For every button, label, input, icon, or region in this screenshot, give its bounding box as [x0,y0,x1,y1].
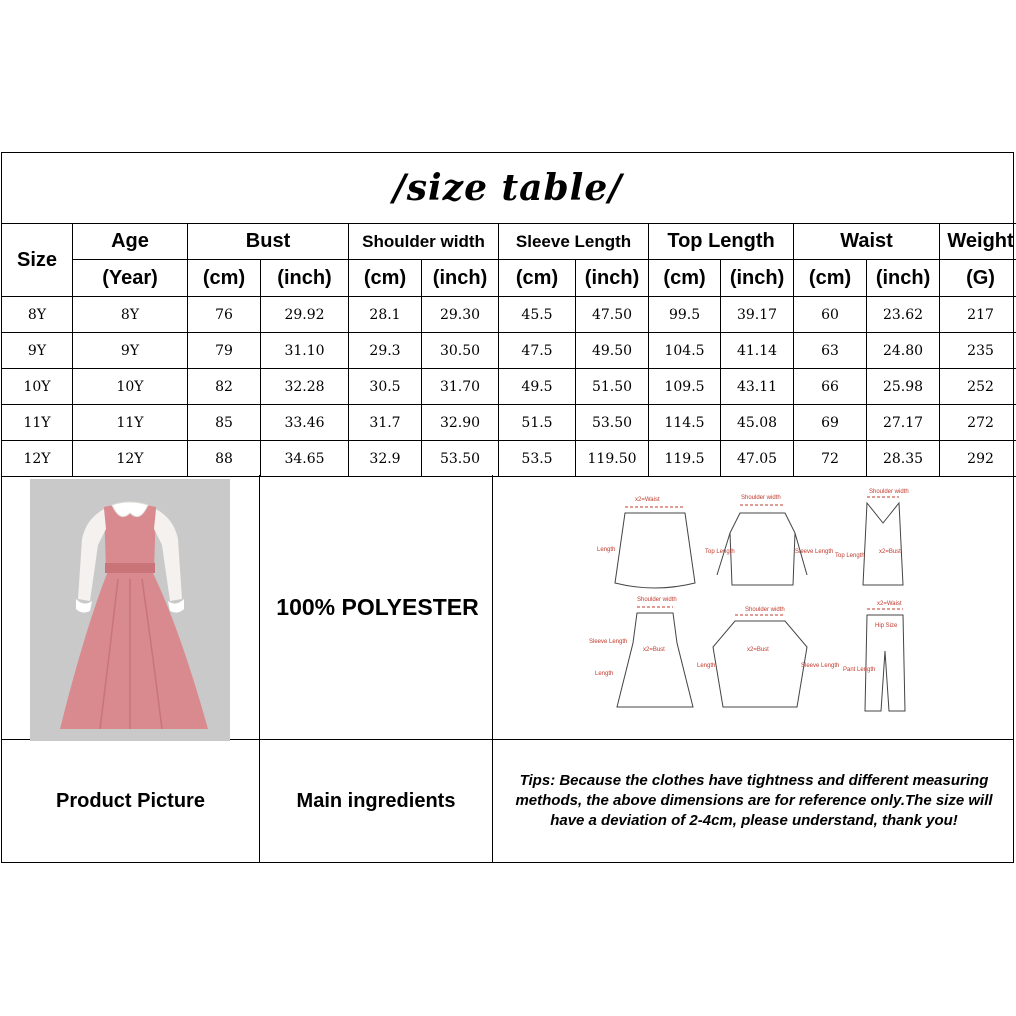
table-cell: 272 [940,405,1016,441]
table-row [2,369,1016,405]
table-cell: 79 [188,333,261,369]
table-cell: 32.9 [349,441,422,477]
table-cell: 47.05 [721,441,794,477]
table-cell: 47.5 [499,333,576,369]
table-cell: 49.50 [576,333,649,369]
material-label: 100% POLYESTER [276,593,479,620]
diagram-label-shoulder: Shoulder width [741,495,781,501]
unit-grams: (G) [940,260,1016,297]
tips-text: Tips: Because the clothes have tightness and different measuring methods, the above dimensions are for reference only.The size will have a deviation of 2-4cm, please understand, thank you! [515,772,993,829]
table-cell: 23.62 [867,297,940,333]
table-cell: 292 [940,441,1016,477]
diagram-label-waist: x2=Waist [877,601,902,607]
table-cell: 43.11 [721,369,794,405]
product-picture-label: Product Picture [56,789,205,812]
table-cell: 12Y [2,441,73,477]
table-cell: 51.5 [499,405,576,441]
table-cell: 99.5 [649,297,721,333]
header-top-length: Top Length [649,224,794,260]
header-bust: Bust [188,224,349,260]
table-cell: 34.65 [261,441,349,477]
table-cell: 29.3 [349,333,422,369]
table-cell: 9Y [2,333,73,369]
table-cell: 12Y [73,441,188,477]
table-cell: 31.7 [349,405,422,441]
table-row [2,333,1016,369]
table-cell: 45.08 [721,405,794,441]
diagram-label-shoulder: Shoulder width [637,597,677,603]
header-shoulder-width: Shoulder width [349,224,499,260]
table-cell: 39.17 [721,297,794,333]
table-row [2,297,1016,333]
table-cell: 8Y [73,297,188,333]
table-cell: 53.5 [499,441,576,477]
header-sleeve-length: Sleeve Length [499,224,649,260]
table-cell: 76 [188,297,261,333]
header-waist: Waist [794,224,940,260]
table-cell: 10Y [73,369,188,405]
unit-inch: (inch) [261,260,349,297]
diagram-label-shoulder: Shoulder width [869,489,909,495]
table-cell: 88 [188,441,261,477]
table-cell: 32.90 [422,405,499,441]
main-ingredients-label: Main ingredients [296,789,456,812]
unit-inch: (inch) [422,260,499,297]
table-cell: 27.17 [867,405,940,441]
table-cell: 11Y [2,405,73,441]
unit-cm: (cm) [499,260,576,297]
table-cell: 119.50 [576,441,649,477]
size-chart-sheet [1,152,1014,863]
table-cell: 66 [794,369,867,405]
table-cell: 33.46 [261,405,349,441]
table-cell: 85 [188,405,261,441]
table-cell: 24.80 [867,333,940,369]
diagram-label-sleeve-length: Sleeve Length [801,663,840,669]
table-cell: 217 [940,297,1016,333]
table-cell: 31.10 [261,333,349,369]
diagram-label-sleeve-length: Sleeve Length [589,639,628,645]
diagram-label-pant-length: Pant Length [843,667,876,673]
table-cell: 41.14 [721,333,794,369]
table-cell: 109.5 [649,369,721,405]
table-cell: 49.5 [499,369,576,405]
diagram-label-length: Length [595,671,614,677]
table-row [2,441,1016,477]
table-cell: 72 [794,441,867,477]
product-photo [30,479,230,741]
table-cell: 114.5 [649,405,721,441]
table-cell: 25.98 [867,369,940,405]
header-weight: Weight [940,224,1016,260]
table-cell: 8Y [2,297,73,333]
table-cell: 63 [794,333,867,369]
size-table [1,223,1016,477]
table-cell: 60 [794,297,867,333]
table-row [2,405,1016,441]
unit-inch: (inch) [576,260,649,297]
table-cell: 252 [940,369,1016,405]
table-cell: 69 [794,405,867,441]
unit-inch: (inch) [721,260,794,297]
table-cell: 53.50 [422,441,499,477]
table-cell: 31.70 [422,369,499,405]
diagram-label-shoulder: Shoulder width [745,607,785,613]
table-cell: 235 [940,333,1016,369]
diagram-label-top-length: Top Length [835,553,865,559]
table-cell: 29.92 [261,297,349,333]
table-cell: 29.30 [422,297,499,333]
diagram-label-waist: x2=Waist [635,497,660,503]
dress-image [30,479,230,741]
garment-measurement-diagram [495,475,1013,739]
table-cell: 119.5 [649,441,721,477]
unit-inch: (inch) [867,260,940,297]
diagram-label-sleeve-length: Sleeve Length [795,549,834,555]
diagram-label-bust: x2=Bust [643,647,665,653]
table-cell: 11Y [73,405,188,441]
table-cell: 53.50 [576,405,649,441]
table-cell: 82 [188,369,261,405]
table-cell: 32.28 [261,369,349,405]
measurement-diagram [495,475,1013,739]
table-cell: 9Y [73,333,188,369]
header-age: Age [73,224,188,260]
product-info-section [2,475,1013,862]
table-cell: 47.50 [576,297,649,333]
unit-cm: (cm) [794,260,867,297]
diagram-label-top-length: Top Length [705,549,735,555]
diagram-label-length: Length [597,547,616,553]
table-cell: 45.5 [499,297,576,333]
diagram-label-length: Length [697,663,716,669]
table-cell: 104.5 [649,333,721,369]
table-cell: 51.50 [576,369,649,405]
table-cell: 30.50 [422,333,499,369]
table-cell: 28.35 [867,441,940,477]
header-size: Size [2,224,73,297]
unit-cm: (cm) [188,260,261,297]
diagram-label-bust: x2=Bust [747,647,769,653]
unit-year: (Year) [73,260,188,297]
size-table-title: /size table/ [2,153,1013,224]
diagram-label-bust: x2=Bust [879,549,901,555]
unit-cm: (cm) [649,260,721,297]
table-cell: 30.5 [349,369,422,405]
table-cell: 10Y [2,369,73,405]
table-cell: 28.1 [349,297,422,333]
diagram-label-hip: Hip Size [875,623,898,629]
unit-cm: (cm) [349,260,422,297]
